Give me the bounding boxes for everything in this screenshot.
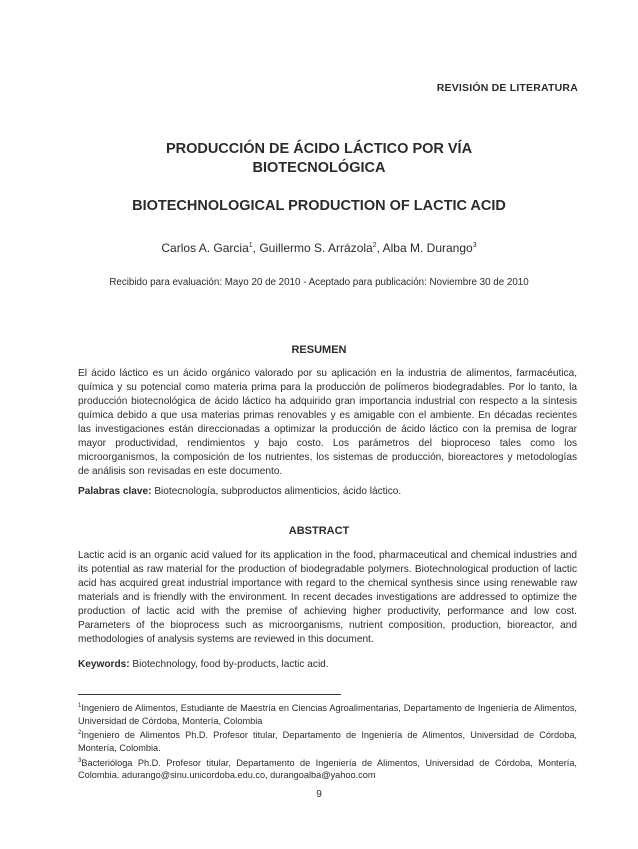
spanish-title-line1: PRODUCCIÓN DE ÁCIDO LÁCTICO POR VÍA: [165, 141, 473, 157]
abstract-text: Lactic acid is an organic acid valued for its application in the food, pharmaceutical and chemical industries and its potential as raw material for the production of biodegradable polymers. Biotechnological production of lactic acid has acquired great industrial importance with regard to the chemical synthesis since using renewable raw materials and is friendly with the environment. In recent decades investigations are addressed to optimize the production of lactic acid with the premise of achieving higher productivity, performance and low cost. Parameters of the bioprocess such as microorganisms, nutrient composition, production, bioreactor, and methodologies of analysis systems are reviewed in this document.: [78, 550, 577, 645]
footnote-text: Ingeniero de Alimentos, Estudiante de Maestría en Ciencias Agroalimentarias, Departamento de Ingeniería de Alimentos, Universidad de Córdoba, Montería, Colombia: [78, 703, 577, 726]
footnote: [78, 700, 577, 727]
author-1: Carlos A. Garcia: [161, 241, 249, 255]
spanish-title: [0, 140, 638, 178]
footnote-mark: 1: [78, 703, 82, 709]
abstract-heading: ABSTRACT: [288, 525, 350, 537]
resumen-keywords: [78, 486, 577, 497]
resumen-keywords-text: Biotecnología, subproductos alimenticios, ácido láctico.: [151, 486, 402, 497]
resumen-text: El ácido láctico es un ácido orgánico valorado por su aplicación en la industria de alimentos, farmacéutica, química y su potencial como materia prima para la producción de polímeros biodegradables. Por lo tanto, la producción biotecnológica de ácido láctico ha adquirido gran importancia industrial con respecto a la síntesis química debido a que usa materias primas renovables y es amigable con el ambiente. En décadas recientes las investigaciones están direccionadas a optimizar la producción de ácido láctico con la premisa de lograr mayor productividad, rendimientos y bajo costo. Los parámetros del bioproceso tales como los microorganismos, la composición de los nutrientes, los sistemas de producción, bioreactores y metodologías de análisis son revisadas en este documento.: [78, 368, 577, 477]
author-3-mark: 3: [472, 242, 477, 249]
authors-line: [0, 241, 638, 255]
footnote-mark: 3: [78, 757, 82, 764]
author-3: Alba M. Durango: [382, 241, 473, 255]
page-number: 9: [316, 789, 322, 800]
footnote-text: Bacterióloga Ph.D. Profesor titular, Departamento de Ingeniería de Alimentos, Universidad de Córdoba, Montería, Colombia. adurango@sinu.unicordoba.edu.co, durangoalba@yahoo.com: [78, 757, 577, 781]
author-separator: ,: [252, 241, 260, 255]
resumen-heading: RESUMEN: [291, 344, 347, 356]
resumen-keywords-label: Palabras clave:: [78, 486, 152, 497]
author-separator: ,: [376, 241, 383, 255]
section-label: REVISIÓN DE LITERATURA: [436, 82, 578, 94]
footnote-divider: [78, 694, 341, 695]
abstract-keywords: [78, 659, 577, 670]
footnote: [78, 755, 577, 782]
author-2: Guillermo S. Arrázola: [259, 241, 373, 255]
author-1-mark: 1: [248, 242, 253, 249]
abstract-keywords-label: Keywords:: [78, 659, 130, 670]
author-2-mark: 2: [372, 242, 377, 249]
footnote-text: Ingeniero de Alimentos Ph.D. Profesor titular, Departamento de Ingeniería de Alimentos, Universidad de Córdoba, Montería, Colombia.: [78, 730, 577, 753]
abstract-keywords-text: Biotechnology, food by-products, lactic acid.: [129, 659, 329, 670]
footnote: [78, 727, 577, 754]
footnote-mark: 2: [78, 730, 82, 737]
received-dates: Recibido para evaluación: Mayo 20 de 2010 - Aceptado para publicación: Noviembre 30 de 2010: [109, 277, 529, 288]
spanish-title-line2: BIOTECNOLÓGICA: [252, 160, 386, 176]
footnotes: [78, 700, 577, 782]
english-title: BIOTECHNOLOGICAL PRODUCTION OF LACTIC ACID: [132, 198, 506, 214]
